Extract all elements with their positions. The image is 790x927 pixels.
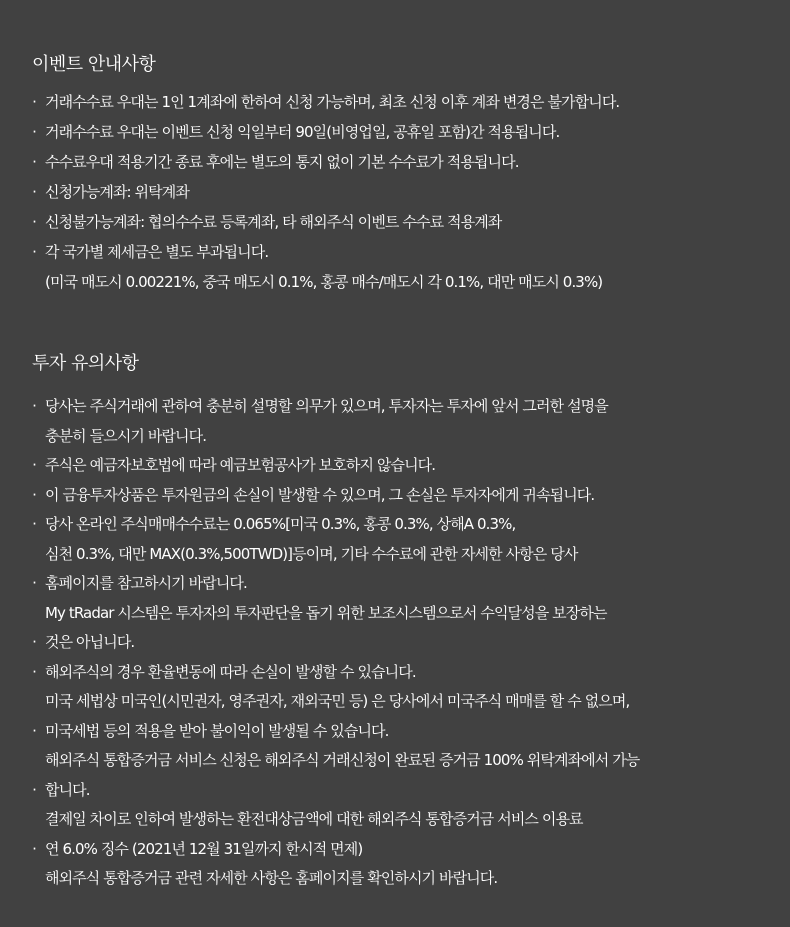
list-item-text: 합니다. bbox=[45, 780, 90, 799]
bullet-mark: · bbox=[32, 721, 36, 740]
list-item bbox=[0, 688, 790, 715]
bullet-mark: · bbox=[32, 183, 36, 201]
list-item bbox=[0, 269, 790, 296]
list-item-text: 결제일 차이로 인하여 발생하는 환전대상금액에 대한 해외주식 통합증거금 서비스 이용료 bbox=[45, 810, 583, 828]
list-item bbox=[0, 806, 790, 833]
event-notice-title: 이벤트 안내사항 bbox=[32, 54, 156, 75]
list-item-text: 미국 세법상 미국인(시민권자, 영주권자, 재외국민 등) 은 당사에서 미국주식 매매를 할 수 없으며, bbox=[45, 692, 630, 710]
list-item-text: 미국세법 등의 적용을 받아 불이익이 발생될 수 있습니다. bbox=[45, 721, 389, 740]
list-item bbox=[0, 511, 790, 538]
list-item bbox=[0, 836, 790, 863]
bullet-mark: · bbox=[32, 662, 36, 681]
bullet-mark: · bbox=[32, 397, 36, 415]
list-item bbox=[0, 119, 790, 146]
list-item-text: 것은 아닙니다. bbox=[45, 633, 135, 651]
list-item-text: 해외주식 통합증거금 관련 자세한 사항은 홈페이지를 확인하시기 바랍니다. bbox=[45, 869, 498, 887]
list-item-text: 이 금융투자상품은 투자원금의 손실이 발생할 수 있으며, 그 손실은 투자자에게 귀속됩니다. bbox=[45, 485, 595, 504]
list-item bbox=[0, 865, 790, 892]
list-item-text: 거래수수료 우대는 1인 1계좌에 한하여 신청 가능하며, 최초 신청 이후 계좌 변경은 불가합니다. bbox=[45, 93, 620, 111]
bullet-mark: · bbox=[32, 633, 36, 651]
list-item bbox=[0, 149, 790, 176]
bullet-mark: · bbox=[32, 456, 36, 474]
list-item bbox=[0, 452, 790, 479]
list-item bbox=[0, 718, 790, 745]
bullet-mark: · bbox=[32, 153, 36, 171]
list-item bbox=[0, 89, 790, 116]
list-item-text: 당사 온라인 주식매매수수료는 0.065%[미국 0.3%, 홍콩 0.3%, 상해A 0.3%, bbox=[45, 515, 516, 533]
list-item-text: 충분히 들으시기 바랍니다. bbox=[45, 426, 207, 445]
list-item-text: 해외주식의 경우 환율변동에 따라 손실이 발생할 수 있습니다. bbox=[45, 662, 416, 681]
list-item-text: 주식은 예금자보호법에 따라 예금보험공사가 보호하지 않습니다. bbox=[45, 456, 436, 474]
list-item bbox=[0, 659, 790, 686]
list-item-text: 신청불가능계좌: 협의수수료 등록계좌, 타 해외주식 이벤트 수수료 적용계좌 bbox=[45, 213, 502, 231]
list-item-text: My tRadar 시스템은 투자자의 투자판단을 돕기 위한 보조시스템으로서 수익달성을 보장하는 bbox=[45, 603, 607, 622]
list-item-text: 신청가능계좌: 위탁계좌 bbox=[45, 183, 189, 201]
list-item bbox=[0, 423, 790, 450]
investment-caution-title: 투자 유의사항 bbox=[32, 353, 139, 374]
list-item bbox=[0, 777, 790, 804]
bullet-mark: · bbox=[32, 213, 36, 231]
list-item bbox=[0, 179, 790, 206]
list-item-text: 심천 0.3%, 대만 MAX(0.3%,500TWD)]등이며, 기타 수수료에 관한 자세한 사항은 당사 bbox=[45, 544, 578, 563]
bullet-mark: · bbox=[32, 93, 36, 111]
bullet-mark: · bbox=[32, 574, 36, 592]
list-item bbox=[0, 629, 790, 656]
list-item bbox=[0, 239, 790, 266]
list-item bbox=[0, 393, 790, 420]
bullet-mark: · bbox=[32, 123, 36, 141]
list-item-text: 수수료우대 적용기간 종료 후에는 별도의 통지 없이 기본 수수료가 적용됩니다. bbox=[45, 153, 519, 171]
list-item-text: 각 국가별 제세금은 별도 부과됩니다. bbox=[45, 243, 269, 261]
list-item-text: 홈페이지를 참고하시기 바랍니다. bbox=[45, 574, 247, 592]
list-item bbox=[0, 209, 790, 236]
list-item bbox=[0, 747, 790, 774]
list-item bbox=[0, 600, 790, 627]
list-item bbox=[0, 570, 790, 597]
list-item-text: 당사는 주식거래에 관하여 충분히 설명할 의무가 있으며, 투자자는 투자에 앞서 그러한 설명을 bbox=[45, 397, 608, 415]
list-item-text: 해외주식 통합증거금 서비스 신청은 해외주식 거래신청이 완료된 증거금 100% 위탁계좌에서 가능 bbox=[45, 751, 640, 769]
bullet-mark: · bbox=[32, 780, 36, 799]
bullet-mark: · bbox=[32, 515, 36, 533]
bullet-mark: · bbox=[32, 485, 36, 504]
bullet-mark: · bbox=[32, 839, 36, 858]
list-item bbox=[0, 541, 790, 568]
list-item-text: 거래수수료 우대는 이벤트 신청 익일부터 90일(비영업일, 공휴일 포함)간 적용됩니다. bbox=[45, 123, 560, 141]
list-item bbox=[0, 482, 790, 509]
bullet-mark: · bbox=[32, 243, 36, 261]
list-item-text: 연 6.0% 징수 (2021년 12월 31일까지 한시적 면제) bbox=[45, 839, 363, 858]
list-item-text: (미국 매도시 0.00221%, 중국 매도시 0.1%, 홍콩 매수/매도시 각 0.1%, 대만 매도시 0.3%) bbox=[45, 273, 603, 291]
